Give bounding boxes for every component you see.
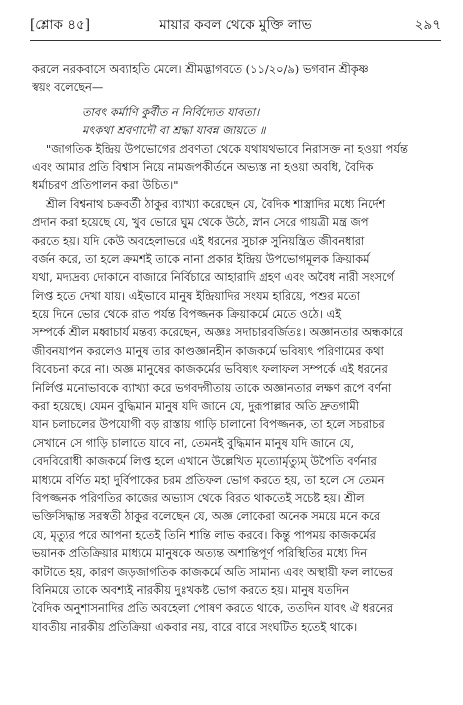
text-line: মাধ্যমে বর্ণিত মহা দুর্বিপাকের চরম প্রতিফল ভোগ করতে হয়, তা হলে সে তেমন [32,472,385,487]
verse-reference: [শ্লোক ৪৫] [30,17,90,33]
text-line: সম্পর্কে শ্রীল মধ্বাচার্য মন্তব্য করেছেন, অজ্ঞঃ সদাচারবর্জিতঃ। অজ্ঞানতার অন্ধকারে [32,325,404,340]
text-line: হয়ে দিনে ভোর থেকে রাত পর্যন্ত বিপজ্জনক ক্রিয়াকর্মে মেতে ওঠে। এই [32,307,342,322]
text-line: বেদবিরোধী কাজকর্মে লিপ্ত হলে এখানে উল্লেখিত মৃত্যোর্মৃত্যুম্ উপৈতি বর্ণনার [32,454,377,469]
text-line: শ্রীল বিশ্বনাথ চক্রবর্তী ঠাকুর ব্যাখ্যা করেছেন যে, বৈদিক শাস্ত্রাদির মধ্যে নির্দেশ [46,196,386,211]
text-line: যথা, মদ্যদ্রব্য দোকানে বাজারে নির্বিচারে আহারাদি গ্রহণ এবং অবৈধ নারী সংসর্গে [32,270,395,285]
text-line: প্রদান করা হয়েছে যে, খুব ভোরে ঘুম থেকে উঠে, স্নান সেরে গায়ত্রী মন্ত্র জপ [32,215,369,230]
chapter-title: মায়ার কবল থেকে মুক্তি লাভ [159,17,312,33]
text-line: যে, মৃত্যুর পরে আপনা হতেই তিনি শান্তি লাভ করবে। কিন্তু পাপময় কাজকর্মের [32,527,376,542]
verse-line: মৎকথা শ্রবণাদৌ বা শ্রদ্ধা যাবন্ন জায়তে ॥ [82,123,266,138]
text-line: ভক্তিসিদ্ধান্ত সরস্বতী ঠাকুর বলেছেন যে, অজ্ঞ লোকেরা অনেক সময়ে মনে করে [32,509,381,524]
text-line: সেখানে সে গাড়ি চালাতে যাবে না, তেমনই বুদ্ধিমান মানুষ যদি জানে যে, [32,435,355,450]
page-number: ২৯৭ [414,17,441,33]
text-line: "জাগতিক ইন্দ্রিয় উপভোগের প্রবণতা থেকে যথাযথভাবে নিরাসক্ত না হওয়া পর্যন্ত [46,141,408,156]
text-line: বিনিময়ে তাকে অবশ্যই নারকীয় দুঃখকষ্ট ভোগ করতে হয়। মানুষ যতদিন [32,582,349,597]
text-line: জীবনযাপন করলেও মানুষ তার কাণ্ডজ্ঞানহীন কাজকর্মে ভবিষ্যৎ পরিণামের কথা [32,343,384,358]
text-line: লিপ্ত হতে দেখা যায়। এইভাবে মানুষ ইন্দ্রিয়াদির সংযম হারিয়ে, পশুর মতো [32,288,360,303]
verse-line: তাবৎ কর্মাণি কুর্বীত ন নির্বিদ্যেত যাবতা। [82,104,260,119]
text-line: স্বয়ং বলেছেন— [32,80,104,95]
text-line: করতে হয়। যদি কেউ অবহেলাভরে এই ধরনের সুচারু সুনিয়ন্ত্রিত জীবনধারা [32,233,365,248]
text-line: বৈদিক অনুশাসনাদির প্রতি অবহেলা পোষণ করতে থাকে, ততদিন যাবৎ ঐ ধরনের [32,601,393,616]
text-line: করা হয়েছে। যেমন বুদ্ধিমান মানুষ যদি জানে যে, দুরূপাল্লার অতি দ্রুতগামী [32,399,360,414]
text-line: বিপজ্জনক পরিণতির কাজের অভ্যাস থেকে বিরত থাকতেই সচেষ্ট হয়। শ্রীল [32,490,365,505]
page-body [32,60,439,636]
text-line: ধর্মাচরণ প্রতিপালন করা উচিত।" [32,178,179,193]
page-header [30,14,441,36]
header-divider [30,40,441,41]
text-line: এবং আমার প্রতি বিশ্বাস নিয়ে নামজপকীর্তনে অভ্যস্ত না হওয়া অবধি, বৈদিক [32,159,374,174]
text-line: ভয়ানক প্রতিক্রিয়ার মাধ্যমে মানুষকে অত্যন্ত অশান্তিপূর্ণ পরিস্থিতির মধ্যে দিন [32,546,368,561]
text-line: করলে নরকবাসে অব্যাহতি মেলে। শ্রীমদ্ভাগবতে (১১/২০/৯) ভগবান শ্রীকৃষ্ণ [32,62,369,76]
text-line: যাবতীয় নারকীয় প্রতিক্রিয়া একবার নয়, বারে বারে সংঘটিত হতেই থাকে। [32,619,358,634]
text-line: বিবেচনা করে না। অজ্ঞ মানুষের কাজকর্মের ভবিষ্যৎ ফলাফল সম্পর্কে এই ধরনের [32,362,388,377]
text-line: নির্লিপ্ত মনোভাবকে ব্যাখ্যা করে ভগবদ্গীতায় তাকে অজ্ঞানতার লক্ষণ রূপে বর্ণনা [32,380,392,395]
text-line: বর্জন করে, তা হলে ক্রমশই তাকে নানা প্রকার ইন্দ্রিয় উপভোগমূলক ক্রিয়াকর্ম [32,251,370,266]
text-line: কাটাতে হয়, কারণ জড়জাগতিক কাজকর্মে অতি সামান্য এবং অস্থায়ী ফল লাভের [32,564,393,579]
text-line: যান চলাচলের উপযোগী বড় রাস্তায় গাড়ি চালানো বিপজ্জনক, তা হলে সচরাচর [32,417,385,432]
